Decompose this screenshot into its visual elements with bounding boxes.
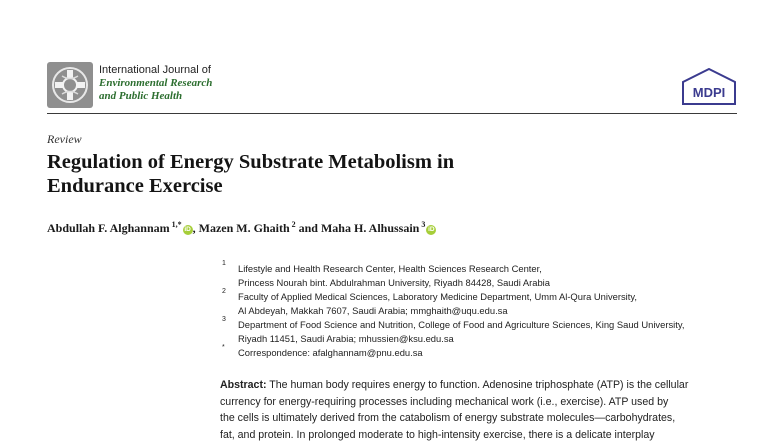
abstract-text: The human body requires energy to function. Adenosine triphosphate (ATP) is the cellular bbox=[266, 379, 689, 391]
abstract-line-2: currency for energy-requiring processes including mechanical work (i.e., exercise). ATP used by bbox=[220, 395, 669, 408]
author-name[interactable]: Mazen M. Ghaith bbox=[198, 221, 290, 235]
affiliation-line: Lifestyle and Health Research Center, Health Sciences Research Center, bbox=[238, 263, 542, 274]
orcid-icon[interactable]: iD bbox=[428, 226, 435, 233]
journal-name-line1: International Journal of bbox=[99, 64, 211, 76]
journal-name-line2: Environmental Research bbox=[99, 77, 213, 89]
abstract-line-1 bbox=[220, 377, 740, 394]
author-list bbox=[47, 220, 436, 236]
affiliation-line: Princess Nourah bint. Abdulrahman University, Riyadh 84428, Saudi Arabia bbox=[238, 277, 550, 288]
journal-name bbox=[99, 64, 212, 103]
author-affiliation-sup: 2 bbox=[291, 220, 296, 229]
affiliation-number: 3 bbox=[222, 316, 226, 323]
affiliation-line: Faculty of Applied Medical Sciences, Laboratory Medicine Department, Umm Al-Qura University, bbox=[238, 291, 637, 302]
author-separator: , bbox=[192, 221, 199, 235]
correspondence-line: Correspondence: afalghannam@pnu.edu.sa bbox=[238, 347, 423, 358]
author-affiliation-sup: 3 bbox=[421, 220, 426, 229]
affiliation-line: Department of Food Science and Nutrition, College of Food and Agriculture Sciences, King Saud University, bbox=[238, 319, 685, 330]
affiliation-number: 2 bbox=[222, 288, 226, 295]
affiliation-number: 1 bbox=[222, 260, 226, 267]
orcid-icon[interactable]: iD bbox=[184, 226, 191, 233]
mdpi-logo-text: MDPI bbox=[692, 85, 726, 100]
affiliation-number: * bbox=[222, 344, 225, 351]
header-divider bbox=[47, 113, 737, 114]
author-separator: and bbox=[295, 221, 321, 235]
article-type: Review bbox=[47, 132, 82, 146]
affiliation-line: Al Abdeyah, Makkah 7607, Saudi Arabia; mmghaith@uqu.edu.sa bbox=[238, 305, 508, 316]
author-affiliation-sup: 1,* bbox=[171, 220, 182, 229]
page-title bbox=[47, 150, 454, 198]
title-line-1: Regulation of Energy Substrate Metabolism in bbox=[47, 151, 455, 173]
journal-name-line3: and Public Health bbox=[99, 90, 183, 102]
abstract-line-3: the cells is ultimately derived from the catabolism of energy substrate molecules—carbohydrates, bbox=[220, 412, 676, 425]
journal-logo bbox=[47, 62, 93, 108]
mdpi-logo bbox=[681, 68, 737, 106]
abstract bbox=[220, 377, 740, 443]
title-line-2: Endurance Exercise bbox=[47, 175, 223, 197]
abstract-label: Abstract: bbox=[220, 379, 267, 391]
author-name[interactable]: Abdullah F. Alghannam bbox=[47, 221, 170, 235]
affiliation-line: Riyadh 11451, Saudi Arabia; mhussien@ksu.edu.sa bbox=[238, 333, 454, 344]
abstract-line-4: fat, and protein. In prolonged moderate to high-intensity exercise, there is a delicate interplay bbox=[220, 428, 655, 441]
author-name[interactable]: Maha H. Alhussain bbox=[320, 221, 420, 235]
